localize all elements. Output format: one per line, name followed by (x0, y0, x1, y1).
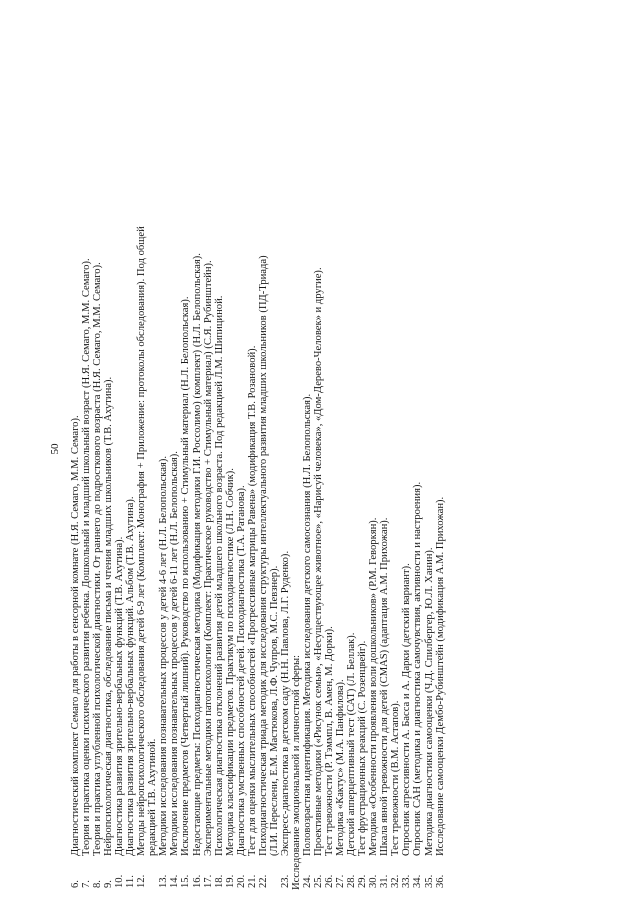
item-text-continuation: редакцией Т.В. Ахутиной. (147, 738, 159, 856)
item-text: Диагностика развития зрительно-вербальных функций. Альбом (Т.В. Ахутина). (125, 496, 137, 856)
item-number: 25. (313, 874, 325, 888)
list-item (225, 10, 236, 890)
item-text: Психодиагностическая триада методик для исследования структуры интеллектуального развития младших школьников (ПД-Триада) (257, 255, 269, 856)
item-text: Психологическая диагностика отклонений развития детей младшего школьного возраста. Под редакцией Л.М. Шипициной. (213, 295, 225, 856)
list-item (357, 10, 368, 890)
item-number: 13. (158, 874, 170, 888)
item-number: 35. (423, 874, 435, 888)
item-number: 31. (379, 874, 391, 888)
item-text: Методика «Особенности проявления воли дошкольников» (Р.М. Геворкян). (368, 517, 380, 856)
list-item (313, 10, 324, 890)
list-item (236, 10, 247, 890)
list-item (192, 10, 203, 890)
list-item (324, 10, 335, 890)
item-text: Диагностика умственных способностей детей. Психодиагностика (Т.А. Ратанова). (235, 485, 247, 856)
list-item (114, 10, 125, 890)
list-item (203, 10, 214, 890)
item-text: Нейропсихологическая диагностика, обследование письма и чтения младших школьников (Т.В. Ахутина). (103, 376, 115, 856)
list-item (103, 10, 114, 890)
list-item (81, 10, 92, 890)
item-number: 11. (125, 875, 137, 888)
item-text: Методика классификации предметов. Практикум по психодиагностике (Л.Н. Собчик). (224, 468, 236, 856)
list-item (379, 10, 390, 890)
page-number: 50 (49, 443, 61, 455)
item-text: Опросник САН (методика и диагностика самочувствия, активности и настроения). (412, 481, 424, 856)
rotated-content (49, 10, 590, 890)
item-number: 14. (169, 874, 181, 888)
item-number: 6. (70, 880, 81, 888)
list-item (435, 10, 446, 890)
item-text: Методика диагностики самооценки (Ч.Д. Спилбергер, Ю.Л. Ханин). (423, 547, 435, 856)
item-text: Методики исследования познавательных процессов у детей 6-11 лет (Н.Л. Белопольская). (169, 451, 181, 856)
item-text: Тест тревожности (В.М. Астапов). (390, 700, 402, 856)
item-number: 8. (92, 880, 104, 888)
item-number: 10. (114, 874, 126, 888)
item-text: Методики исследования познавательных процессов у детей 4-6 лет (Н.Л. Белопольская). (158, 455, 170, 856)
item-text: Исследование самооценки Дембо-Рубинштейн (модификация А.М. Прихожан). (434, 496, 446, 856)
item-number: 17. (202, 874, 214, 888)
item-number: 15. (180, 874, 192, 888)
item-text: Недостающие предметы: Психодиагностическая методика (Модификация методики Г.И. Россолимо) (комплект) (Н.Л. Белопольская). (191, 253, 203, 856)
list-item (346, 10, 357, 890)
list-item (158, 10, 169, 890)
item-text-continuation: (Л.И. Переслени, Е.М. Мастюкова, Л.Ф. Чупров, М.С. Певзнер). (268, 565, 280, 856)
item-text: Шкала явной тревожности для детей (CMAS) (адаптация А.М. Прихожан). (379, 517, 391, 856)
item-number: 33. (401, 874, 413, 888)
section-heading: Исследование эмоциональной и личностной сферы: (290, 654, 302, 890)
list-item (92, 10, 103, 890)
item-number: 18. (213, 874, 225, 888)
list-item (302, 10, 313, 890)
item-number: 21. (246, 874, 258, 888)
list-item (390, 10, 401, 890)
item-text: Теория и практика оценки психического развития ребенка. Дошкольный и младший школьный возраст (Н.Я. Семаго, М.М. Семаго). (81, 258, 93, 856)
item-number: 23. (279, 874, 291, 888)
list-item (169, 10, 180, 890)
item-number: 34. (412, 874, 424, 888)
item-text: Половозрастная идентификация. Методика исследования детского самосознания (Н.Л. Белопольская). (301, 393, 313, 856)
item-number: 29. (357, 874, 369, 888)
list-item (180, 10, 191, 890)
item-number: 9. (103, 880, 115, 888)
methods-list (70, 10, 446, 890)
list-item (412, 10, 423, 890)
item-text: Методы нейропсихологического обследования детей 6-9 лет (Комплект: Монография + Приложение: протоколы обследования). Под общей (136, 226, 148, 856)
item-number: 22. (257, 874, 269, 888)
item-text: Исключение предметов (Четвертый лишний). Руководство по использованию + Стимульный материал (Н.Л. Белопольская). (180, 296, 192, 856)
list-item (335, 10, 346, 890)
item-number: 19. (224, 874, 236, 888)
item-text: Диагностика развития зрительно-вербальных функций (Т.В. Ахутина). (114, 536, 126, 856)
list-item (125, 10, 136, 890)
item-number: 30. (368, 874, 380, 888)
item-text: Экспресс-диагностика в детском саду (Н.Н. Павлова, Л.Г. Руденко). (279, 550, 291, 856)
list-item (280, 10, 291, 890)
item-text: Методика «Кактус» (М.А. Панфилова). (335, 679, 347, 856)
item-number: 32. (390, 874, 402, 888)
item-number: 24. (301, 874, 313, 888)
item-number: 26. (324, 874, 336, 888)
item-text: Диагностический комплект Семаго для работы в сенсорной комнате (Н.Я. Семаго, М.М. Семаго). (70, 415, 81, 856)
list-item (214, 10, 225, 890)
item-number: 28. (346, 874, 358, 888)
item-number: 20. (235, 874, 247, 888)
list-item (258, 10, 280, 890)
list-item (401, 10, 412, 890)
item-text: Теория и практика углубленной психологической диагностики. От раннего до подросткового возраста (Н.Я. Семаго, М.М. Семаго). (92, 262, 104, 856)
item-number: 36. (434, 874, 446, 888)
item-number: 27. (335, 874, 347, 888)
list-item (424, 10, 435, 890)
item-number: 16. (191, 874, 203, 888)
item-text: Тест для оценки мыслительных способностей «Прогрессивные матрицы Равена» (модификация Т.В. Розановой). (246, 345, 258, 856)
item-text: Экспериментальные методики патопсихологии (Комплект: Практическое руководство + Стимульный материал) (С.Я. Рубинштейн). (202, 260, 214, 856)
item-number: 12. (136, 874, 148, 888)
item-text: Тест фрустрационных реакций (С. Розенцвейг). (357, 640, 369, 856)
list-item (247, 10, 258, 890)
item-number: 7. (81, 880, 93, 888)
list-item (136, 10, 158, 890)
item-text: Опросник агрессивности А. Басса и А. Дарки (детский вариант). (401, 563, 413, 856)
list-item (368, 10, 379, 890)
item-text: Тест тревожности (Р. Тэммпл, В. Амен, М. Дорки). (324, 626, 336, 856)
item-text: Проективные методики («Рисунок семьи», «Несуществующее животное», «Нарисуй человека», «Дом-Дерево-Человек» и другие). (313, 267, 325, 856)
list-item (70, 10, 81, 890)
item-text: Детский апперцептивный тест (САТ) (Л. Беллак). (346, 632, 358, 856)
